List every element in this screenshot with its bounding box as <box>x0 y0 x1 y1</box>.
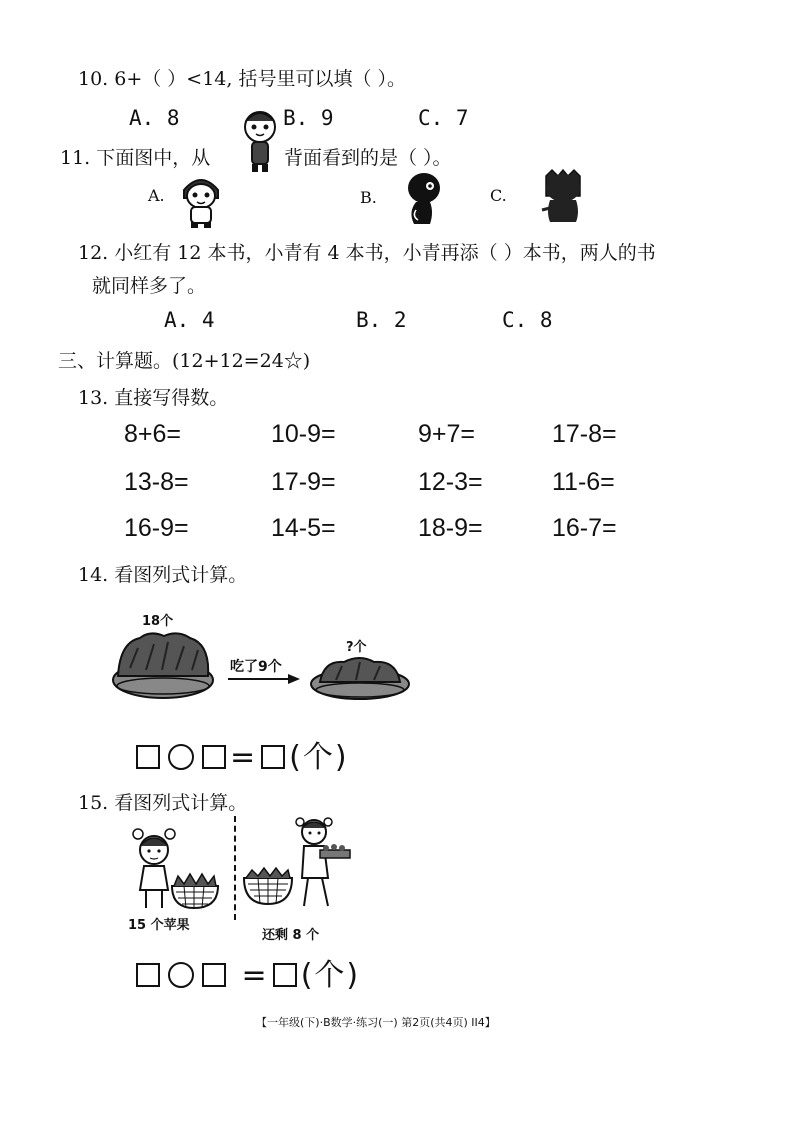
divider-dashed <box>234 816 236 920</box>
blank-box[interactable] <box>202 963 226 987</box>
calc-item[interactable]: 13-8= <box>124 468 189 496</box>
operator-circle[interactable] <box>168 744 194 770</box>
q12-stem-line2: 就同样多了。 <box>92 275 207 297</box>
calc-item[interactable]: 16-9= <box>124 514 189 542</box>
q10-stem: 10. 6+（ ）<14, 括号里可以填（ ）。 <box>78 68 407 90</box>
q10-option-b[interactable]: B. 9 <box>283 106 334 130</box>
q12-option-a[interactable]: A. 4 <box>164 308 215 332</box>
calc-item[interactable]: 17-8= <box>552 420 617 448</box>
calc-item[interactable]: 10-9= <box>271 420 336 448</box>
q15-unit: (个) <box>300 958 361 993</box>
blank-box[interactable] <box>261 745 285 769</box>
q11-stem-part2: 背面看到的是（ ）。 <box>284 147 452 169</box>
calc-item[interactable]: 16-7= <box>552 514 617 542</box>
remaining-fruit-plate-icon <box>308 652 412 702</box>
q11-stem-part1: 11. 下面图中，从 <box>60 147 211 169</box>
calc-item[interactable]: 8+6= <box>124 420 182 448</box>
calc-item[interactable]: 14-5= <box>271 514 336 542</box>
calc-item[interactable]: 9+7= <box>418 420 476 448</box>
q14-stem: 14. 看图列式计算。 <box>78 564 248 586</box>
character-front-view-icon[interactable] <box>178 172 224 230</box>
q15-stem: 15. 看图列式计算。 <box>78 792 248 814</box>
q10-option-c[interactable]: C. 7 <box>418 106 469 130</box>
operator-circle[interactable] <box>168 962 194 988</box>
blank-box[interactable] <box>136 745 160 769</box>
calc-item[interactable]: 17-9= <box>271 468 336 496</box>
blank-box[interactable] <box>273 963 297 987</box>
character-back-view-icon[interactable] <box>540 168 586 224</box>
blank-box[interactable] <box>136 963 160 987</box>
q12-option-c[interactable]: C. 8 <box>502 308 553 332</box>
q14-label-before: 18个 <box>142 614 174 629</box>
girl-with-basket-icon <box>126 820 226 912</box>
calc-item[interactable]: 11-6= <box>552 468 615 496</box>
q15-label-right: 还剩 8 个 <box>262 928 320 943</box>
q14-answer-equation[interactable]: = (个) <box>132 732 349 776</box>
q14-arrow-label: 吃了9个 <box>230 659 282 675</box>
q11-option-a-label[interactable]: A. <box>148 186 165 205</box>
q12-option-b[interactable]: B. 2 <box>356 308 407 332</box>
q15-label-left: 15 个苹果 <box>128 918 190 933</box>
q12-stem-line1: 12. 小红有 12 本书，小青有 4 本书，小青再添（ ）本书，两人的书 <box>78 242 656 264</box>
girl-carrying-apples-icon <box>240 816 358 916</box>
character-front-icon <box>240 105 280 175</box>
q14-unit: (个) <box>289 740 349 775</box>
calc-item[interactable]: 12-3= <box>418 468 483 496</box>
page-footer: 【一年级(下)·B数学·练习(一) 第2页(共4页) II4】 <box>256 1016 496 1029</box>
calc-item[interactable]: 18-9= <box>418 514 483 542</box>
q11-option-b-label[interactable]: B. <box>360 188 377 207</box>
blank-box[interactable] <box>202 745 226 769</box>
q14-label-after: ?个 <box>346 640 367 655</box>
q10-option-a[interactable]: A. 8 <box>129 106 180 130</box>
q11-option-c-label[interactable]: C. <box>490 186 507 205</box>
q15-answer-equation[interactable]: = (个) <box>132 950 360 994</box>
right-arrow-icon <box>226 672 302 686</box>
full-fruit-plate-icon <box>110 628 216 704</box>
section-3-title: 三、计算题。(12+12=24☆) <box>58 350 311 372</box>
q13-stem: 13. 直接写得数。 <box>78 387 229 409</box>
character-side-view-icon[interactable] <box>402 170 442 226</box>
